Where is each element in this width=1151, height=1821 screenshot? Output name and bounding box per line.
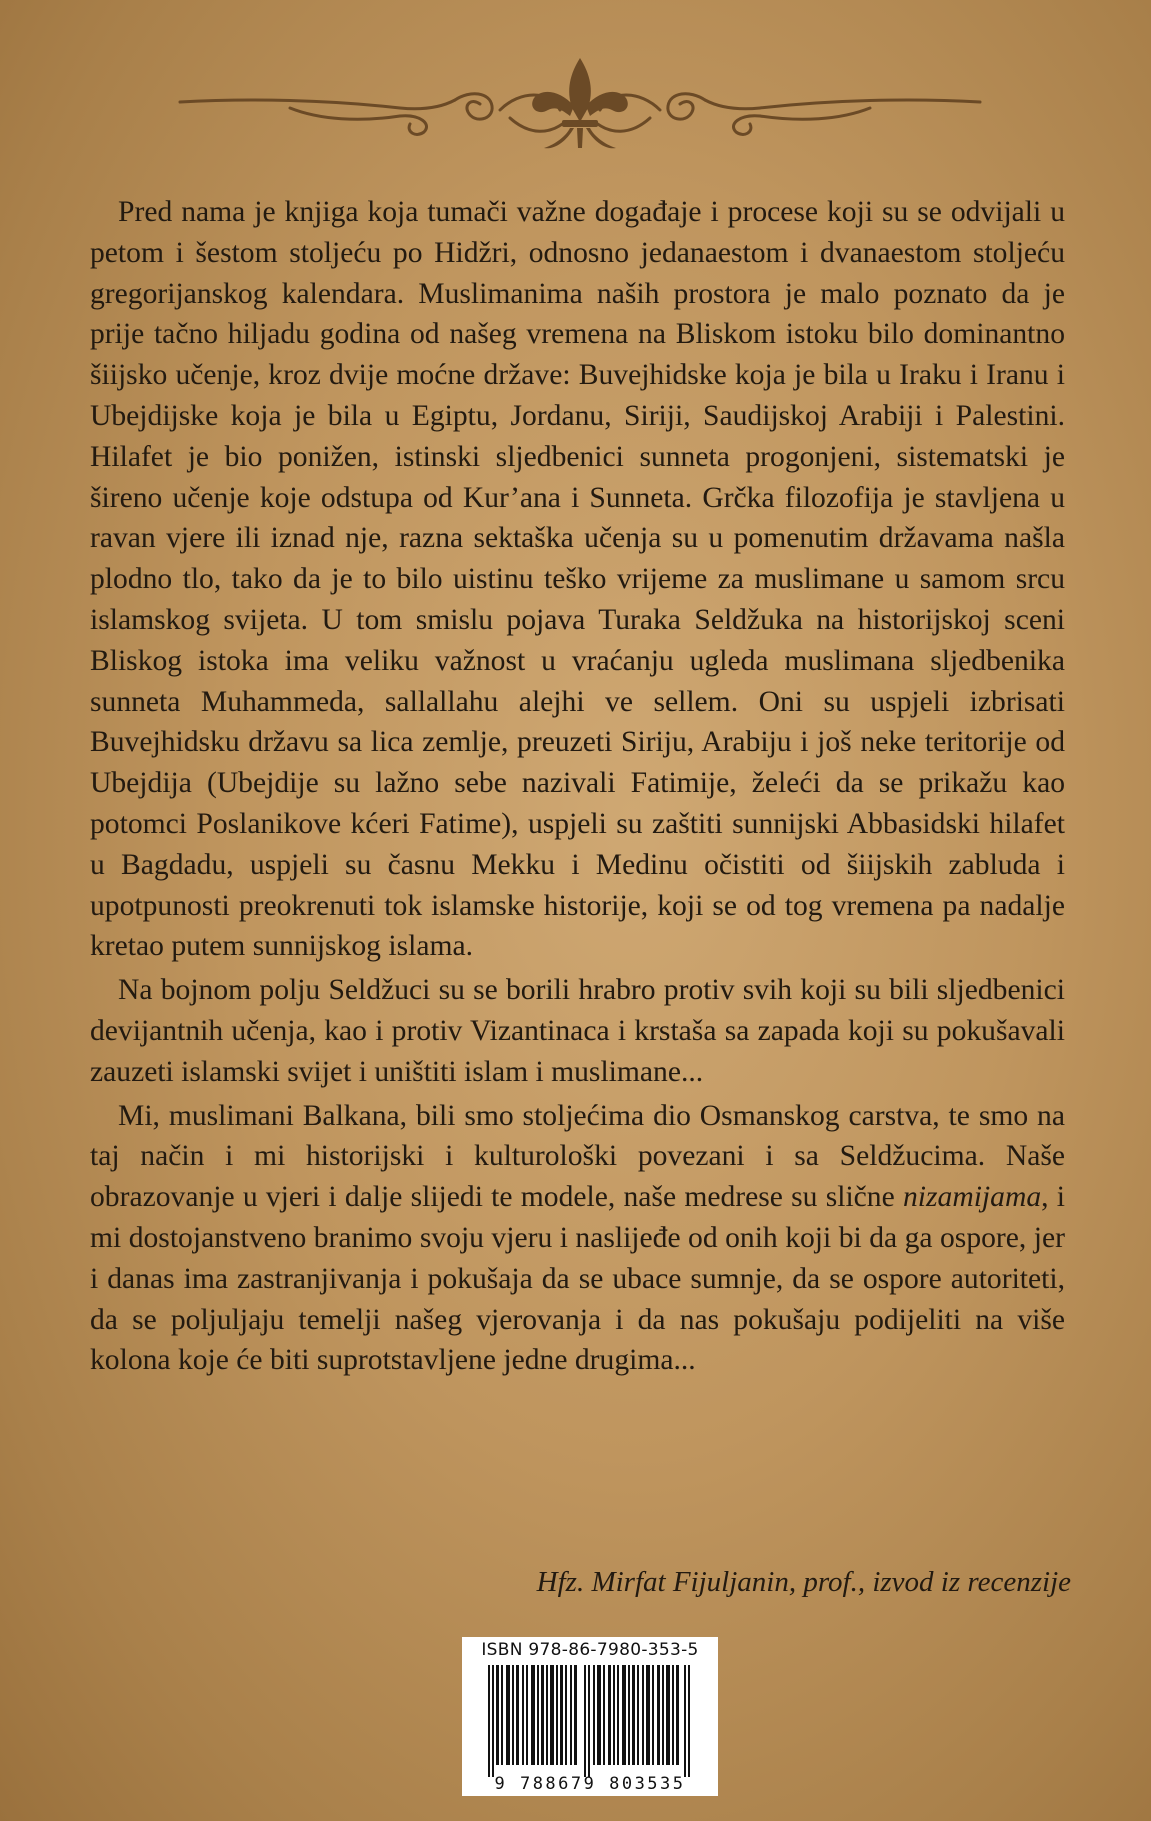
fleur-de-lis-ornament-icon bbox=[170, 50, 990, 170]
paragraph-2: Na bojnom polju Seldžuci su se borili hrabro protiv svih koji su bili sljedbenici devijantnih učenja, kao i protiv Vizantinaca i krstaša sa zapada koji su pokušavali zauzeti islamski svijet i uništiti islam i muslimane... bbox=[90, 974, 1065, 1088]
barcode-digits: 9 788679 803535 bbox=[494, 1774, 686, 1794]
paragraph-1: Pred nama je knjiga koja tumači važne događaje i procese koji su se odvijali u petom i šestom stoljeću po Hidžri, odnosno jedanaestom i dvanaestom stoljeću gregorijanskog kalendara. Muslimanima naših prostora je malo poznato da je prije tačno hiljadu godina od našeg vremena na Bliskom istoku bilo dominantno šiijsko učenje, kroz dvije moćne države: Buvejhidske koja je bila u Iraku i Iranu i Ubejdijske koja je bila u Egiptu, Jordanu, Siriji, Saudijskoj Arabiji i Palestini. Hilafet je bio ponižen, istinski sljedbenici sunneta progonjeni, sistematski je šireno učenje koje odstupa od Kur’ana i Sunneta. Grčka filozofija je stavljena u ravan vjere ili iznad nje, razna sektaška učenja su u pomenutim državama našla plodno tlo, tako da je to bilo uistinu teško vrijeme za muslimane u samom srcu islamskog svijeta. U tom smislu pojava Turaka Seldžuka na historijskoj sceni Bliskog istoka ima veliku važnost u vraćanju ugleda muslimana sljedbenika sunneta Muhammeda, sallallahu alejhi ve sellem. Oni su uspjeli izbrisati Buvejhidsku državu sa lica zemlje, preuzeti Siriju, Arabiju i još neke teritorije od Ubejdija (Ubejdije su lažno sebe nazivali Fatimije, želeći da se prikažu kao potomci Poslanikove kćeri Fatime), uspjeli su zaštiti sunnijski Abbasidski hilafet u Bagdadu, uspjeli su časnu Mekku i Medinu očistiti od šiijskih zabluda i upotpunosti preokrenuti tok islamske historije, koji se od tog vremena pa nadalje kretao putem sunnijskog islama. bbox=[90, 196, 1065, 963]
paragraph-3-italic: nizamijama bbox=[903, 1181, 1042, 1214]
paragraph-3-before: Mi, muslimani Balkana, bili smo stoljećima dio Osmanskog carstva, te smo na taj način i mi historijski i kulturološki povezani i sa Seldžucima. Naše obrazovanje u vjeri i dalje slijedi te modele, naše medrese su slične bbox=[90, 1099, 1065, 1214]
paragraph-3-after: , i mi dostojanstveno branimo svoju vjeru i naslijeđe od onih koji bi da ga ospore, jer i danas ima zastranjivanja i pokušaja da se ubace sumnje, da se ospore autoriteti, da se poljuljaju temelji našeg vjerovanja i da nas pokušaju podijeliti na više kolona koje će biti suprotstavljene jedne drugima... bbox=[90, 1181, 1065, 1377]
paragraph-3 bbox=[90, 1096, 1065, 1382]
review-signature: Hfz. Mirfat Fijuljanin, prof., izvod iz recenzije bbox=[536, 1566, 1071, 1598]
review-text bbox=[90, 192, 1065, 1381]
ean13-barcode-icon bbox=[474, 1665, 706, 1781]
isbn-label: ISBN 978-86-7980-353-5 bbox=[481, 1640, 699, 1660]
isbn-barcode bbox=[462, 1637, 718, 1796]
